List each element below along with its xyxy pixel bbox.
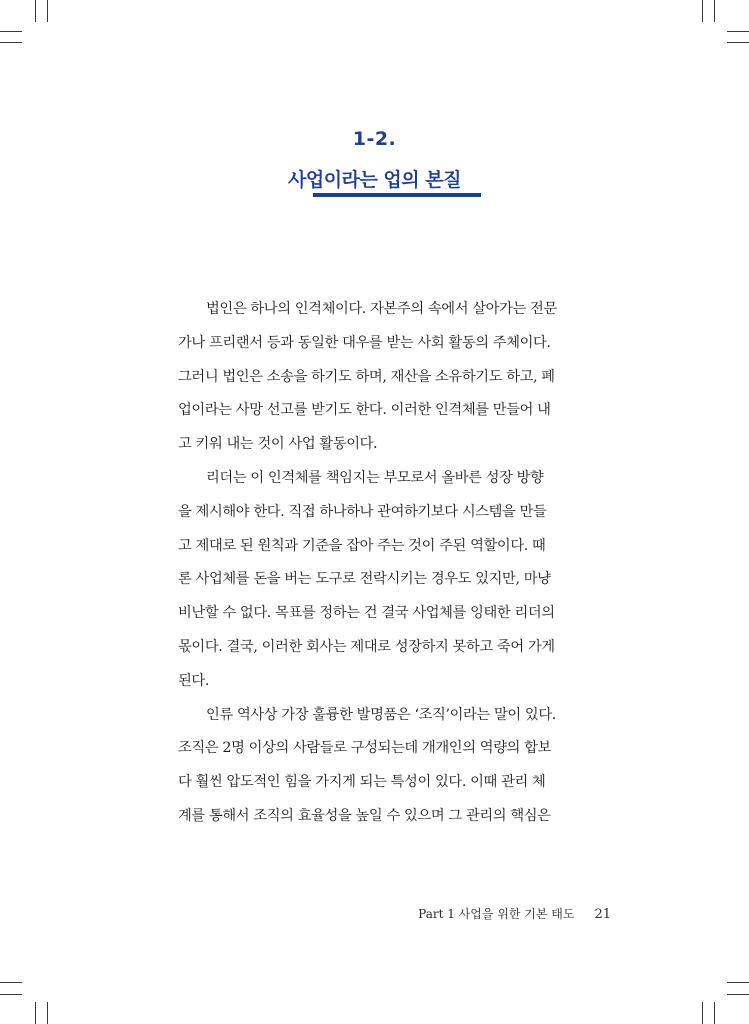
paragraph-line: 계를 통해서 조직의 효율성을 높일 수 있으며 그 관리의 핵심은 — [178, 807, 551, 824]
crop-mark — [727, 994, 749, 995]
paragraph-line: 그러니 법인은 소송을 하기도 하며, 재산을 소유하기도 하고, 폐 — [178, 368, 555, 385]
paragraph-line: 고 키워 내는 것이 사업 활동이다. — [178, 436, 378, 453]
paragraph-line: 업이라는 사망 선고를 받기도 한다. 이러한 인격체를 만들어 내 — [178, 402, 551, 419]
crop-mark — [35, 1002, 36, 1024]
paragraph-line: 을 제시해야 한다. 직접 하나하나 관여하기보다 시스템을 만들 — [178, 503, 547, 520]
crop-mark — [0, 994, 22, 995]
paragraph-line: 론 사업체를 돈을 버는 도구로 전락시키는 경우도 있지만, 마냥 — [178, 571, 551, 588]
paragraph-line: 된다. — [178, 672, 209, 689]
title-underline — [313, 193, 481, 197]
paragraph-line: 인류 역사상 가장 훌륭한 발명품은 ‘조직’이라는 말이 있다. — [206, 706, 556, 723]
running-title: Part 1 사업을 위한 기본 태도 — [418, 907, 575, 921]
section-title: 사업이라는 업의 본질 — [288, 169, 461, 191]
body-text — [178, 293, 614, 834]
crop-mark — [0, 31, 22, 32]
section-number: 1-2. — [352, 128, 397, 150]
crop-mark — [47, 0, 48, 22]
crop-mark — [714, 1002, 715, 1024]
paragraph-line: 다 훨씬 압도적인 힘을 가지게 되는 특성이 있다. 이때 관리 체 — [178, 774, 546, 791]
paragraph-line: 가나 프리랜서 등과 동일한 대우를 받는 사회 활동의 주체이다. — [178, 334, 551, 351]
paragraph-line: 고 제대로 된 원칙과 기준을 잡아 주는 것이 주된 역할이다. 때 — [178, 537, 546, 554]
paragraph-line: 조직은 2명 이상의 사람들로 구성되는데 개개인의 역량의 합보 — [178, 740, 551, 757]
paragraph-line: 리더는 이 인격체를 책임지는 부모로서 올바른 성장 방향 — [206, 469, 544, 486]
crop-mark — [702, 1002, 703, 1024]
crop-mark — [0, 982, 22, 983]
crop-mark — [727, 31, 749, 32]
paragraph-line: 법인은 하나의 인격체이다. 자본주의 속에서 살아가는 전문 — [206, 301, 557, 317]
page-number: 21 — [594, 907, 611, 922]
crop-mark — [35, 0, 36, 22]
crop-mark — [47, 1002, 48, 1024]
crop-mark — [727, 42, 749, 43]
crop-mark — [702, 0, 703, 22]
crop-mark — [0, 42, 22, 43]
crop-mark — [727, 982, 749, 983]
crop-mark — [714, 0, 715, 22]
paragraph-line: 비난할 수 없다. 목표를 정하는 건 결국 사업체를 잉태한 리더의 — [178, 605, 555, 622]
page-footer — [418, 905, 611, 922]
paragraph-line: 몫이다. 결국, 이러한 회사는 제대로 성장하지 못하고 죽어 가게 — [178, 638, 555, 655]
